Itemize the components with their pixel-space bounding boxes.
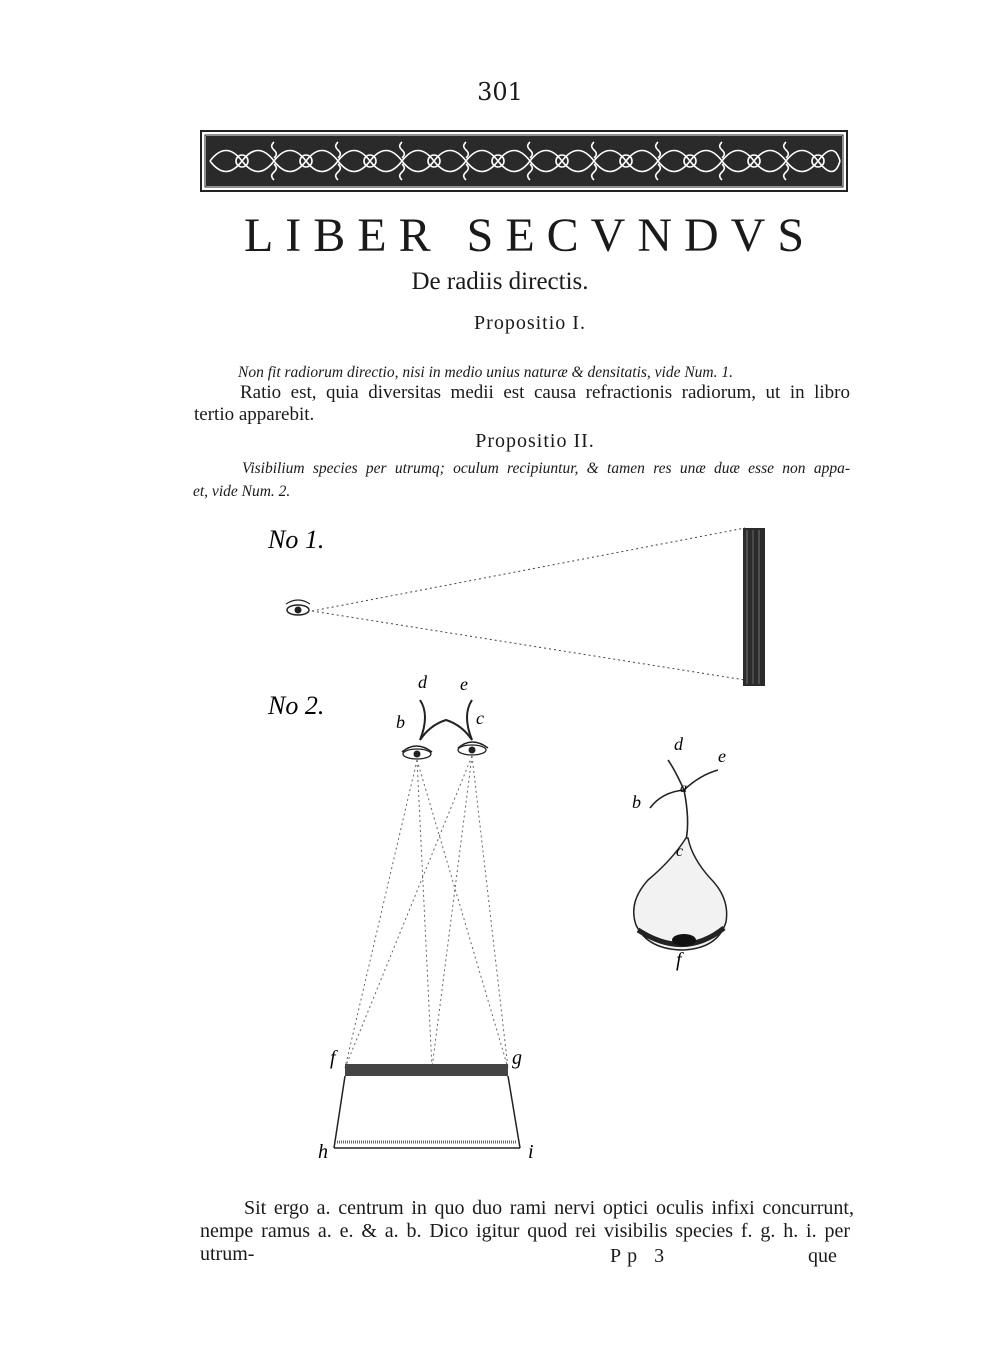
label-b: b xyxy=(396,712,405,732)
page-number: 301 xyxy=(477,78,523,106)
proposition-2-statement-line-1: Visibilium species per utrumq; oculum recipiuntur, & tamen res unæ duæ esse non appa- xyxy=(242,460,850,477)
right-eye-icon xyxy=(458,742,488,755)
label-b-2: b xyxy=(632,792,641,812)
catchword: que xyxy=(808,1245,837,1267)
optic-nerve-branches xyxy=(650,760,718,840)
chapter-subtitle: De radiis directis. xyxy=(411,268,589,295)
body-text-line-1: Sit ergo a. centrum in quo duo rami nervi optici oculis infixi concurrunt, xyxy=(244,1197,854,1219)
body-text-line-2: nempe ramus a. e. & a. b. Dico igitur quod rei visibilis species f. g. h. i. per utrum- xyxy=(200,1220,850,1265)
signature-mark: Pp 3 xyxy=(610,1245,671,1267)
label-f-2: f xyxy=(676,949,682,971)
sight-lines xyxy=(345,756,508,1068)
left-eye-icon xyxy=(402,746,432,759)
label-a: a xyxy=(680,781,687,796)
optic-nerve-chiasm xyxy=(420,700,472,740)
label-d: d xyxy=(418,672,427,692)
proposition-2-statement-line-2: et, vide Num. 2. xyxy=(193,483,291,500)
figure-3-eye-anatomy xyxy=(600,730,760,990)
label-c: c xyxy=(476,708,484,728)
ray-lines xyxy=(312,528,745,680)
propositio-1-heading: Propositio I. xyxy=(474,312,586,334)
ornamental-header-band xyxy=(200,130,848,192)
label-h: h xyxy=(318,1141,328,1163)
figure-2-label: No 2. xyxy=(268,691,325,720)
label-i: i xyxy=(528,1141,534,1163)
label-g: g xyxy=(512,1047,522,1069)
label-d-2: d xyxy=(674,734,683,754)
proposition-1-text-line-2: tertio apparebit. xyxy=(194,404,315,425)
eye-icon xyxy=(286,600,310,615)
proposition-1-text-line-1: Ratio est, quia diversitas medii est causa refractionis radiorum, ut in libro xyxy=(240,382,850,403)
label-f: f xyxy=(330,1047,336,1069)
label-e: e xyxy=(460,674,468,694)
object-fghi xyxy=(334,1064,520,1148)
propositio-2-heading: Propositio II. xyxy=(475,430,595,452)
figure-1-label: No 1. xyxy=(268,525,325,554)
label-c-2: c xyxy=(676,843,684,860)
book-title: LIBER SECVNDVS xyxy=(243,209,817,262)
label-e-2: e xyxy=(718,746,726,766)
figure-2-binocular-vision xyxy=(0,660,1000,1170)
proposition-1-statement: Non fit radiorum directio, nisi in medio unius naturæ & densitatis, vide Num. 1. xyxy=(238,364,734,381)
